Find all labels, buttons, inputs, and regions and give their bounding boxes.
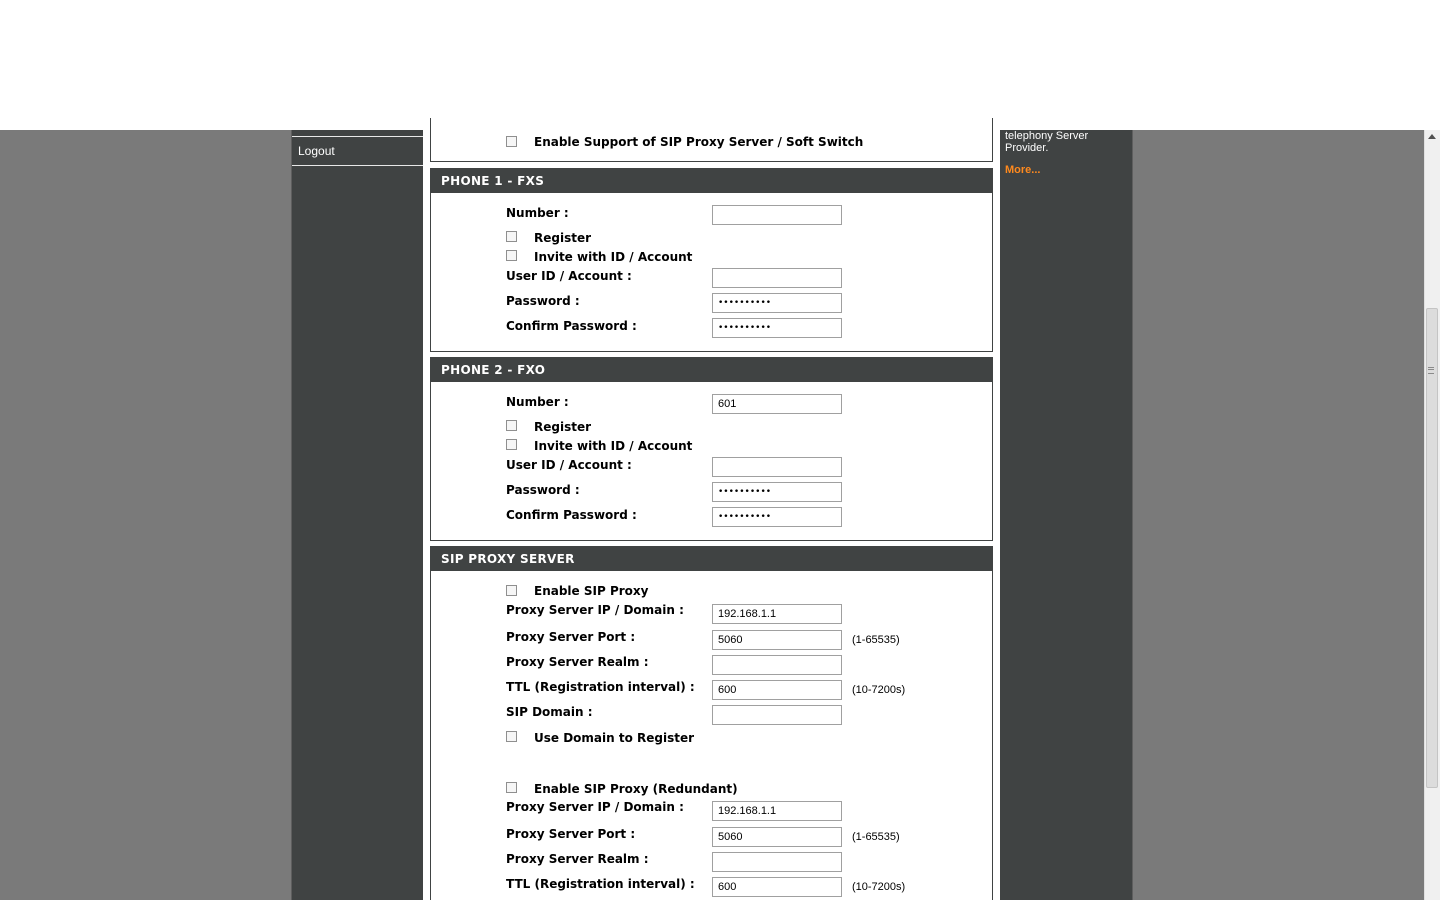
phone1-invite-checkbox[interactable] xyxy=(506,250,517,261)
number-label: Number : xyxy=(506,206,569,220)
scrollbar-grip-icon xyxy=(1428,367,1434,374)
section-title: PHONE 2 - FXO xyxy=(431,358,992,382)
enable-soft-switch-checkbox[interactable] xyxy=(506,136,517,147)
redundant-proxy-ip-label: Proxy Server IP / Domain : xyxy=(506,800,684,814)
proxy-port-label: Proxy Server Port : xyxy=(506,630,636,644)
user-id-label: User ID / Account : xyxy=(506,269,632,283)
section-title: SIP PROXY SERVER xyxy=(431,547,992,571)
redundant-ttl-input[interactable]: 600 xyxy=(712,877,842,897)
register-label: Register xyxy=(534,231,592,245)
redundant-port-range-hint: (1-65535) xyxy=(852,831,900,843)
phone1-confirm-password-input[interactable]: •••••••••• xyxy=(712,318,842,338)
phone2-user-id-input[interactable] xyxy=(712,457,842,477)
proxy-port-input[interactable]: 5060 xyxy=(712,630,842,650)
proxy-realm-input[interactable] xyxy=(712,655,842,675)
section-title: PHONE 1 - FXS xyxy=(431,169,992,193)
confirm-password-label: Confirm Password : xyxy=(506,319,637,333)
proxy-ip-input[interactable]: 192.168.1.1 xyxy=(712,604,842,624)
phone2-invite-checkbox[interactable] xyxy=(506,439,517,450)
invite-label: Invite with ID / Account xyxy=(534,439,693,453)
logout-link[interactable]: Logout xyxy=(298,144,335,158)
use-domain-label: Use Domain to Register xyxy=(534,731,695,745)
phone2-fxo-section xyxy=(430,357,993,541)
register-label: Register xyxy=(534,420,592,434)
phone2-confirm-password-input[interactable]: •••••••••• xyxy=(712,507,842,527)
phone1-fxs-section xyxy=(430,168,993,352)
invite-label: Invite with ID / Account xyxy=(534,250,693,264)
phone2-password-input[interactable]: •••••••••• xyxy=(712,482,842,502)
phone2-number-input[interactable]: 601 xyxy=(712,394,842,414)
phone1-number-input[interactable] xyxy=(712,205,842,225)
enable-redundant-proxy-label: Enable SIP Proxy (Redundant) xyxy=(534,782,738,796)
ttl-label: TTL (Registration interval) : xyxy=(506,680,695,694)
left-navigation xyxy=(291,130,424,900)
nav-divider xyxy=(292,136,423,137)
number-label: Number : xyxy=(506,395,569,409)
sip-domain-label: SIP Domain : xyxy=(506,705,593,719)
help-sidebar xyxy=(1000,130,1133,900)
enable-soft-switch-label: Enable Support of SIP Proxy Server / Soft Switch xyxy=(534,135,864,149)
redundant-proxy-realm-input[interactable] xyxy=(712,852,842,872)
phone1-password-input[interactable]: •••••••••• xyxy=(712,293,842,313)
password-label: Password : xyxy=(506,294,580,308)
ttl-input[interactable]: 600 xyxy=(712,680,842,700)
sip-soft-switch-section xyxy=(430,118,993,162)
more-link[interactable]: More... xyxy=(1005,164,1041,176)
scrollbar-thumb[interactable] xyxy=(1426,308,1438,788)
proxy-realm-label: Proxy Server Realm : xyxy=(506,655,649,669)
use-domain-checkbox[interactable] xyxy=(506,731,517,742)
redundant-proxy-port-input[interactable]: 5060 xyxy=(712,827,842,847)
enable-sip-proxy-checkbox[interactable] xyxy=(506,585,517,596)
vertical-scrollbar[interactable] xyxy=(1424,130,1440,900)
enable-redundant-proxy-checkbox[interactable] xyxy=(506,782,517,793)
port-range-hint: (1-65535) xyxy=(852,634,900,646)
nav-divider xyxy=(292,165,423,166)
phone2-register-checkbox[interactable] xyxy=(506,420,517,431)
enable-sip-proxy-label: Enable SIP Proxy xyxy=(534,584,649,598)
redundant-ttl-label: TTL (Registration interval) : xyxy=(506,877,695,891)
redundant-proxy-realm-label: Proxy Server Realm : xyxy=(506,852,649,866)
sip-domain-input[interactable] xyxy=(712,705,842,725)
password-label: Password : xyxy=(506,483,580,497)
sip-proxy-server-section xyxy=(430,546,993,900)
ttl-range-hint: (10-7200s) xyxy=(852,684,906,696)
proxy-ip-label: Proxy Server IP / Domain : xyxy=(506,603,684,617)
phone1-user-id-input[interactable] xyxy=(712,268,842,288)
phone1-register-checkbox[interactable] xyxy=(506,231,517,242)
help-text: telephony Server Provider. xyxy=(1005,130,1089,154)
redundant-proxy-ip-input[interactable]: 192.168.1.1 xyxy=(712,801,842,821)
confirm-password-label: Confirm Password : xyxy=(506,508,637,522)
redundant-proxy-port-label: Proxy Server Port : xyxy=(506,827,636,841)
user-id-label: User ID / Account : xyxy=(506,458,632,472)
redundant-ttl-range-hint: (10-7200s) xyxy=(852,881,906,893)
scroll-up-arrow-icon[interactable] xyxy=(1428,134,1436,139)
